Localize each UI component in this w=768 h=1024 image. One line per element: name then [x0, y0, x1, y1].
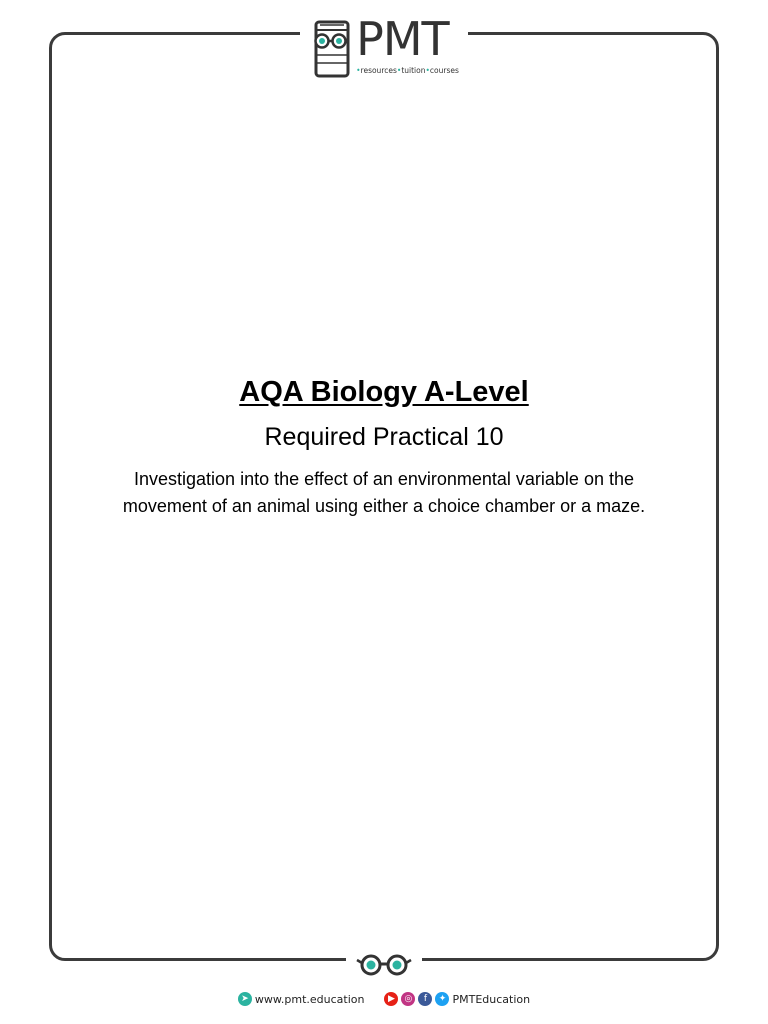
- tagline-resources: resources: [360, 66, 397, 75]
- tagline-tuition: tuition: [401, 66, 426, 75]
- document-subtitle: Required Practical 10: [264, 423, 504, 451]
- pmt-logo: [300, 14, 468, 80]
- twitter-icon[interactable]: ✦: [435, 992, 449, 1006]
- website-link[interactable]: [238, 992, 365, 1006]
- facebook-icon[interactable]: f: [418, 992, 432, 1006]
- social-links: [384, 992, 530, 1006]
- cursor-icon: ➤: [238, 992, 252, 1006]
- instagram-icon[interactable]: ◎: [401, 992, 415, 1006]
- book-glasses-logo-icon: [309, 19, 353, 79]
- page-footer: [0, 988, 768, 1010]
- document-description: Investigation into the effect of an environmental variable on the movement of an animal using either a choice chamber or a maze.: [122, 469, 646, 516]
- tagline-courses: courses: [429, 66, 459, 75]
- document-content: [49, 372, 719, 520]
- glasses-icon: [355, 951, 413, 977]
- youtube-icon[interactable]: ▶: [384, 992, 398, 1006]
- social-handle: PMTEducation: [452, 992, 531, 1006]
- footer-glasses: [346, 950, 422, 978]
- logo-wordmark: PMT: [356, 12, 449, 66]
- document-title: AQA Biology A-Level: [239, 376, 529, 408]
- logo-tagline: •resources•tuition•courses: [356, 66, 459, 75]
- website-text: www.pmt.education: [254, 992, 365, 1006]
